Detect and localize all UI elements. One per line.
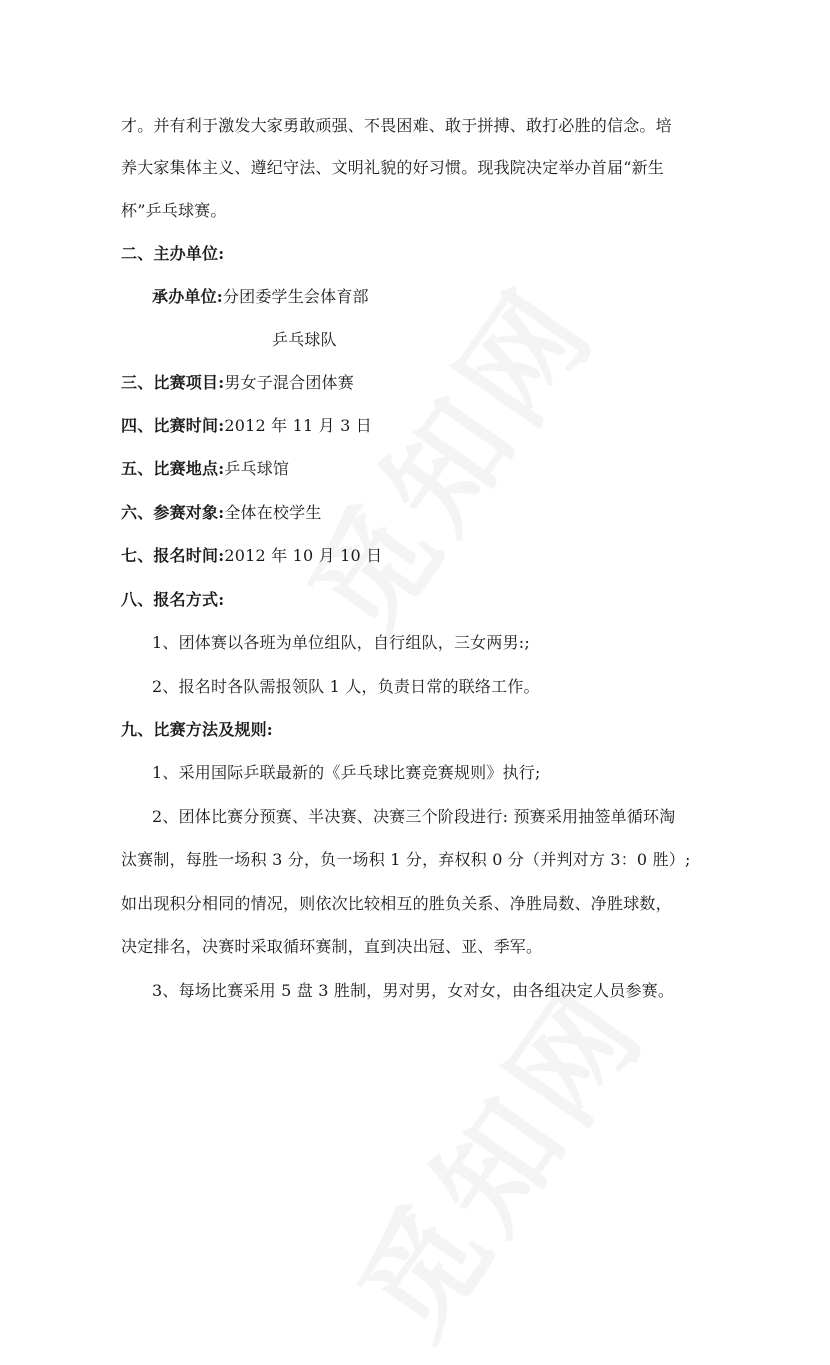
section-7-label: 七、报名时间: [121,546,225,565]
section-9-item-3: 3、每场比赛采用 5 盘 3 胜制，男对男，女对女，由各组决定人员参赛。 [152,981,675,1000]
section-6-label: 六、参赛对象: [121,503,225,522]
co-organizer-value-2: 乒乓球队 [272,330,337,349]
section-9-item-2-line-2: 汰赛制，每胜一场积 3 分，负一场积 1 分，弃权积 0 分（并判对方 3：0 胜）; [121,850,691,869]
section-7-row [121,546,382,566]
section-5-value: 乒乓球馆 [224,459,290,478]
section-6-row [121,503,322,523]
section-9-item-1: 1、采用国际乒联最新的《乒乓球比赛竞赛规则》执行; [152,763,541,782]
section-3-row [121,373,354,393]
section-9-item-2-line-3: 如出现积分相同的情况，则依次比较相互的胜负关系、净胜局数、净胜球数， [121,894,672,913]
section-4-label: 四、比赛时间: [121,416,225,435]
section-3-value: 男女子混合团体赛 [224,373,354,392]
section-5-row [121,459,289,479]
section-5-label: 五、比赛地点: [121,459,225,478]
section-2-heading: 二、主办单位: [121,244,225,263]
section-9-heading: 九、比赛方法及规则: [121,720,273,739]
section-6-value: 全体在校学生 [224,503,322,522]
section-9-item-2-line-4: 决定排名，决赛时采取循环赛制，直到决出冠、亚、季军。 [121,937,543,956]
intro-line-2: 养大家集体主义、遵纪守法、文明礼貌的好习惯。现我院决定举办首届“新生 [121,158,664,177]
co-organizer-row [152,287,369,307]
co-organizer-label: 承办单位: [152,287,223,306]
section-8-heading: 八、报名方式: [121,590,225,609]
section-7-value: 2012 年 10 月 10 日 [224,546,383,565]
co-organizer-value-1: 分团委学生会体育部 [222,287,369,306]
intro-line-1: 才。并有利于激发大家勇敢顽强、不畏困难、敢于拼搏、敢打必胜的信念。培 [121,116,672,135]
intro-line-3: 杯”乒乓球赛。 [121,201,227,220]
watermark [263,247,628,665]
section-8-item-2: 2、报名时各队需报领队 1 人，负责日常的联络工作。 [152,677,540,696]
watermark-bottom [313,947,678,1365]
section-8-item-1: 1、团体赛以各班为单位组队，自行组队，三女两男:; [152,633,530,652]
section-4-row [121,416,372,436]
section-3-label: 三、比赛项目: [121,373,225,392]
section-4-value: 2012 年 11 月 3 日 [224,416,373,435]
section-9-item-2-line-1: 2、团体比赛分预赛、半决赛、决赛三个阶段进行: 预赛采用抽签单循环淘 [152,807,676,826]
